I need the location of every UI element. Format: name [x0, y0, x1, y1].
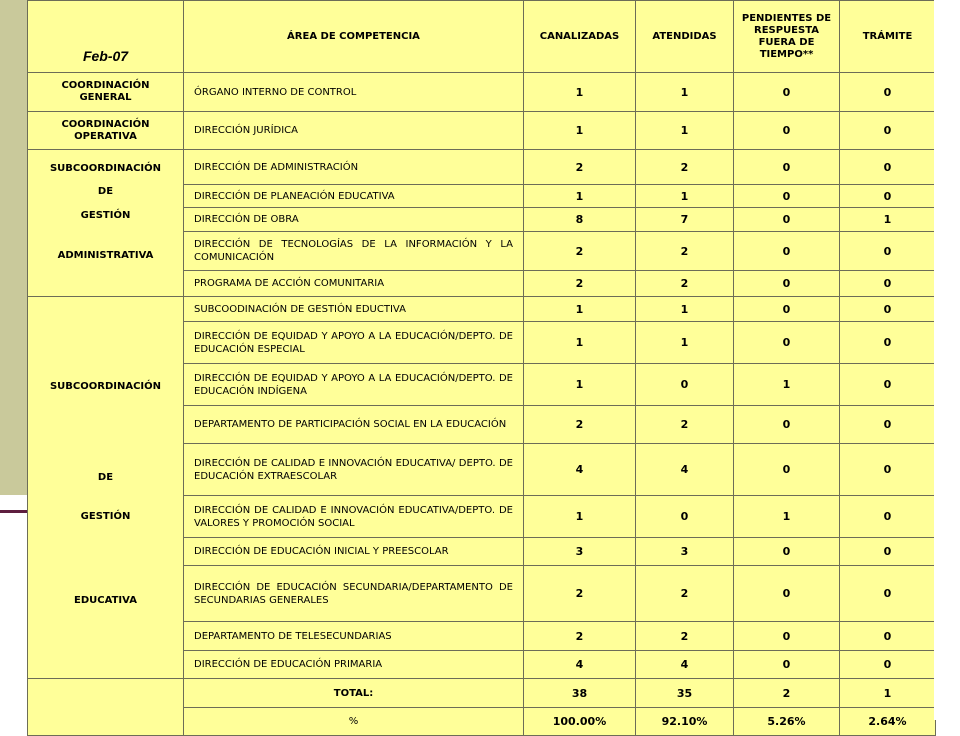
- area-cell: DIRECCIÓN DE PLANEACIÓN EDUCATIVA: [184, 185, 524, 208]
- tramite-cell: 0: [840, 622, 936, 651]
- area-cell: DIRECCIÓN DE TECNOLOGÍAS DE LA INFORMACIÓN Y LA COMUNICACIÓN: [184, 232, 524, 271]
- canalizadas-cell: 2: [524, 271, 636, 297]
- tramite-cell: 0: [840, 444, 936, 496]
- tramite-cell: 0: [840, 232, 936, 271]
- area-cell: SUBCOODINACIÓN DE GESTIÓN EDUCTIVA: [184, 297, 524, 322]
- header-canalizadas: CANALIZADAS: [524, 1, 636, 73]
- canalizadas-cell: 1: [524, 322, 636, 364]
- atendidas-cell: 1: [636, 112, 734, 150]
- header-row: [28, 1, 936, 73]
- total-atendidas: 35: [636, 679, 734, 708]
- tramite-cell: 0: [840, 322, 936, 364]
- atendidas-cell: 2: [636, 406, 734, 444]
- percent-atendidas: 92.10%: [636, 708, 734, 736]
- period-label: Feb-07: [28, 1, 184, 73]
- totals-blank-cell: [28, 679, 184, 736]
- header-tramite: TRÁMITE: [840, 1, 936, 73]
- atendidas-cell: 2: [636, 150, 734, 185]
- area-cell: ÓRGANO INTERNO DE CONTROL: [184, 73, 524, 112]
- canalizadas-cell: 2: [524, 232, 636, 271]
- total-canalizadas: 38: [524, 679, 636, 708]
- pendientes-cell: 0: [734, 622, 840, 651]
- tramite-cell: 0: [840, 566, 936, 622]
- slide-left-band: [0, 0, 27, 495]
- group-subcoordinacion-educativa: [28, 297, 184, 679]
- tramite-cell: 0: [840, 538, 936, 566]
- pendientes-cell: 0: [734, 406, 840, 444]
- canalizadas-cell: 1: [524, 297, 636, 322]
- canalizadas-cell: 1: [524, 112, 636, 150]
- report-table: [27, 0, 936, 736]
- group-label-line: GESTIÓN: [80, 210, 131, 221]
- canalizadas-cell: 4: [524, 444, 636, 496]
- table-row: [28, 73, 936, 112]
- atendidas-cell: 1: [636, 322, 734, 364]
- canalizadas-cell: 1: [524, 185, 636, 208]
- total-pendientes: 2: [734, 679, 840, 708]
- atendidas-cell: 1: [636, 73, 734, 112]
- atendidas-cell: 7: [636, 208, 734, 232]
- tramite-cell: 0: [840, 297, 936, 322]
- area-cell: DIRECCIÓN JURÍDICA: [184, 112, 524, 150]
- canalizadas-cell: 4: [524, 651, 636, 679]
- slide-accent-rule: [0, 510, 27, 513]
- area-cell: DIRECCIÓN DE ADMINISTRACIÓN: [184, 150, 524, 185]
- group-coordinacion-operativa: COORDINACIÓN OPERATIVA: [28, 112, 184, 150]
- tramite-cell: 0: [840, 406, 936, 444]
- area-cell: DIRECCIÓN DE EDUCACIÓN PRIMARIA: [184, 651, 524, 679]
- canalizadas-cell: 1: [524, 496, 636, 538]
- atendidas-cell: 1: [636, 185, 734, 208]
- header-atendidas: ATENDIDAS: [636, 1, 734, 73]
- atendidas-cell: 2: [636, 232, 734, 271]
- area-cell: DIRECCIÓN DE CALIDAD E INNOVACIÓN EDUCATIVA/ DEPTO. DE EDUCACIÓN EXTRAESCOLAR: [184, 444, 524, 496]
- table-row: [28, 297, 936, 322]
- atendidas-cell: 0: [636, 364, 734, 406]
- table-row: [28, 150, 936, 185]
- area-cell: DIRECCIÓN DE EDUCACIÓN INICIAL Y PREESCOLAR: [184, 538, 524, 566]
- total-tramite: 1: [840, 679, 936, 708]
- total-label: TOTAL:: [184, 679, 524, 708]
- percent-pendientes: 5.26%: [734, 708, 840, 736]
- area-cell: DEPARTAMENTO DE TELESECUNDARIAS: [184, 622, 524, 651]
- tramite-cell: 0: [840, 185, 936, 208]
- group-label-line: EDUCATIVA: [74, 595, 137, 606]
- pendientes-cell: 0: [734, 322, 840, 364]
- percent-canalizadas: 100.00%: [524, 708, 636, 736]
- tramite-cell: 0: [840, 651, 936, 679]
- canalizadas-cell: 2: [524, 622, 636, 651]
- atendidas-cell: 4: [636, 444, 734, 496]
- group-label-line: GESTIÓN: [80, 511, 131, 522]
- group-coordinacion-general: COORDINACIÓN GENERAL: [28, 73, 184, 112]
- area-cell: DIRECCIÓN DE CALIDAD E INNOVACIÓN EDUCATIVA/DEPTO. DE VALORES Y PROMOCIÓN SOCIAL: [184, 496, 524, 538]
- atendidas-cell: 3: [636, 538, 734, 566]
- pendientes-cell: 0: [734, 112, 840, 150]
- pendientes-cell: 0: [734, 538, 840, 566]
- group-label-line: DE: [97, 472, 114, 483]
- area-cell: DEPARTAMENTO DE PARTICIPACIÓN SOCIAL EN LA EDUCACIÓN: [184, 406, 524, 444]
- canalizadas-cell: 2: [524, 150, 636, 185]
- area-cell: DIRECCIÓN DE EQUIDAD Y APOYO A LA EDUCACIÓN/DEPTO. DE EDUCACIÓN ESPECIAL: [184, 322, 524, 364]
- pendientes-cell: 0: [734, 651, 840, 679]
- canalizadas-cell: 3: [524, 538, 636, 566]
- pendientes-cell: 0: [734, 232, 840, 271]
- area-cell: PROGRAMA DE ACCIÓN COMUNITARIA: [184, 271, 524, 297]
- tramite-cell: 0: [840, 271, 936, 297]
- atendidas-cell: 2: [636, 622, 734, 651]
- tramite-cell: 0: [840, 364, 936, 406]
- pendientes-cell: 0: [734, 208, 840, 232]
- group-label-line: SUBCOORDINACIÓN: [49, 163, 162, 174]
- tramite-cell: 0: [840, 150, 936, 185]
- area-cell: DIRECCIÓN DE EDUCACIÓN SECUNDARIA/DEPARTAMENTO DE SECUNDARIAS GENERALES: [184, 566, 524, 622]
- percent-label: %: [184, 708, 524, 736]
- atendidas-cell: 2: [636, 271, 734, 297]
- canalizadas-cell: 8: [524, 208, 636, 232]
- atendidas-cell: 4: [636, 651, 734, 679]
- group-label-line: ADMINISTRATIVA: [57, 250, 154, 261]
- pendientes-cell: 1: [734, 364, 840, 406]
- pendientes-cell: 0: [734, 150, 840, 185]
- tramite-cell: 0: [840, 496, 936, 538]
- tramite-cell: 1: [840, 208, 936, 232]
- atendidas-cell: 1: [636, 297, 734, 322]
- header-pendientes: PENDIENTES DE RESPUESTA FUERA DE TIEMPO**: [734, 1, 840, 73]
- atendidas-cell: 0: [636, 496, 734, 538]
- percent-tramite: 2.64%: [840, 708, 936, 736]
- pendientes-cell: 1: [734, 496, 840, 538]
- tramite-cell: 0: [840, 73, 936, 112]
- canalizadas-cell: 1: [524, 73, 636, 112]
- group-label-line: SUBCOORDINACIÓN: [49, 381, 162, 392]
- area-cell: DIRECCIÓN DE OBRA: [184, 208, 524, 232]
- pendientes-cell: 0: [734, 185, 840, 208]
- pendientes-cell: 0: [734, 271, 840, 297]
- table-row: [28, 112, 936, 150]
- area-cell: DIRECCIÓN DE EQUIDAD Y APOYO A LA EDUCACIÓN/DEPTO. DE EDUCACIÓN INDÍGENA: [184, 364, 524, 406]
- canalizadas-cell: 2: [524, 566, 636, 622]
- pendientes-cell: 0: [734, 444, 840, 496]
- tramite-cell: 0: [840, 112, 936, 150]
- atendidas-cell: 2: [636, 566, 734, 622]
- header-area: ÁREA DE COMPETENCIA: [184, 1, 524, 73]
- pendientes-cell: 0: [734, 297, 840, 322]
- total-row: [28, 679, 936, 708]
- group-subcoordinacion-administrativa: [28, 150, 184, 297]
- canalizadas-cell: 2: [524, 406, 636, 444]
- pendientes-cell: 0: [734, 566, 840, 622]
- slide-right-margin: [934, 0, 960, 720]
- pendientes-cell: 0: [734, 73, 840, 112]
- group-label-line: DE: [97, 186, 114, 197]
- canalizadas-cell: 1: [524, 364, 636, 406]
